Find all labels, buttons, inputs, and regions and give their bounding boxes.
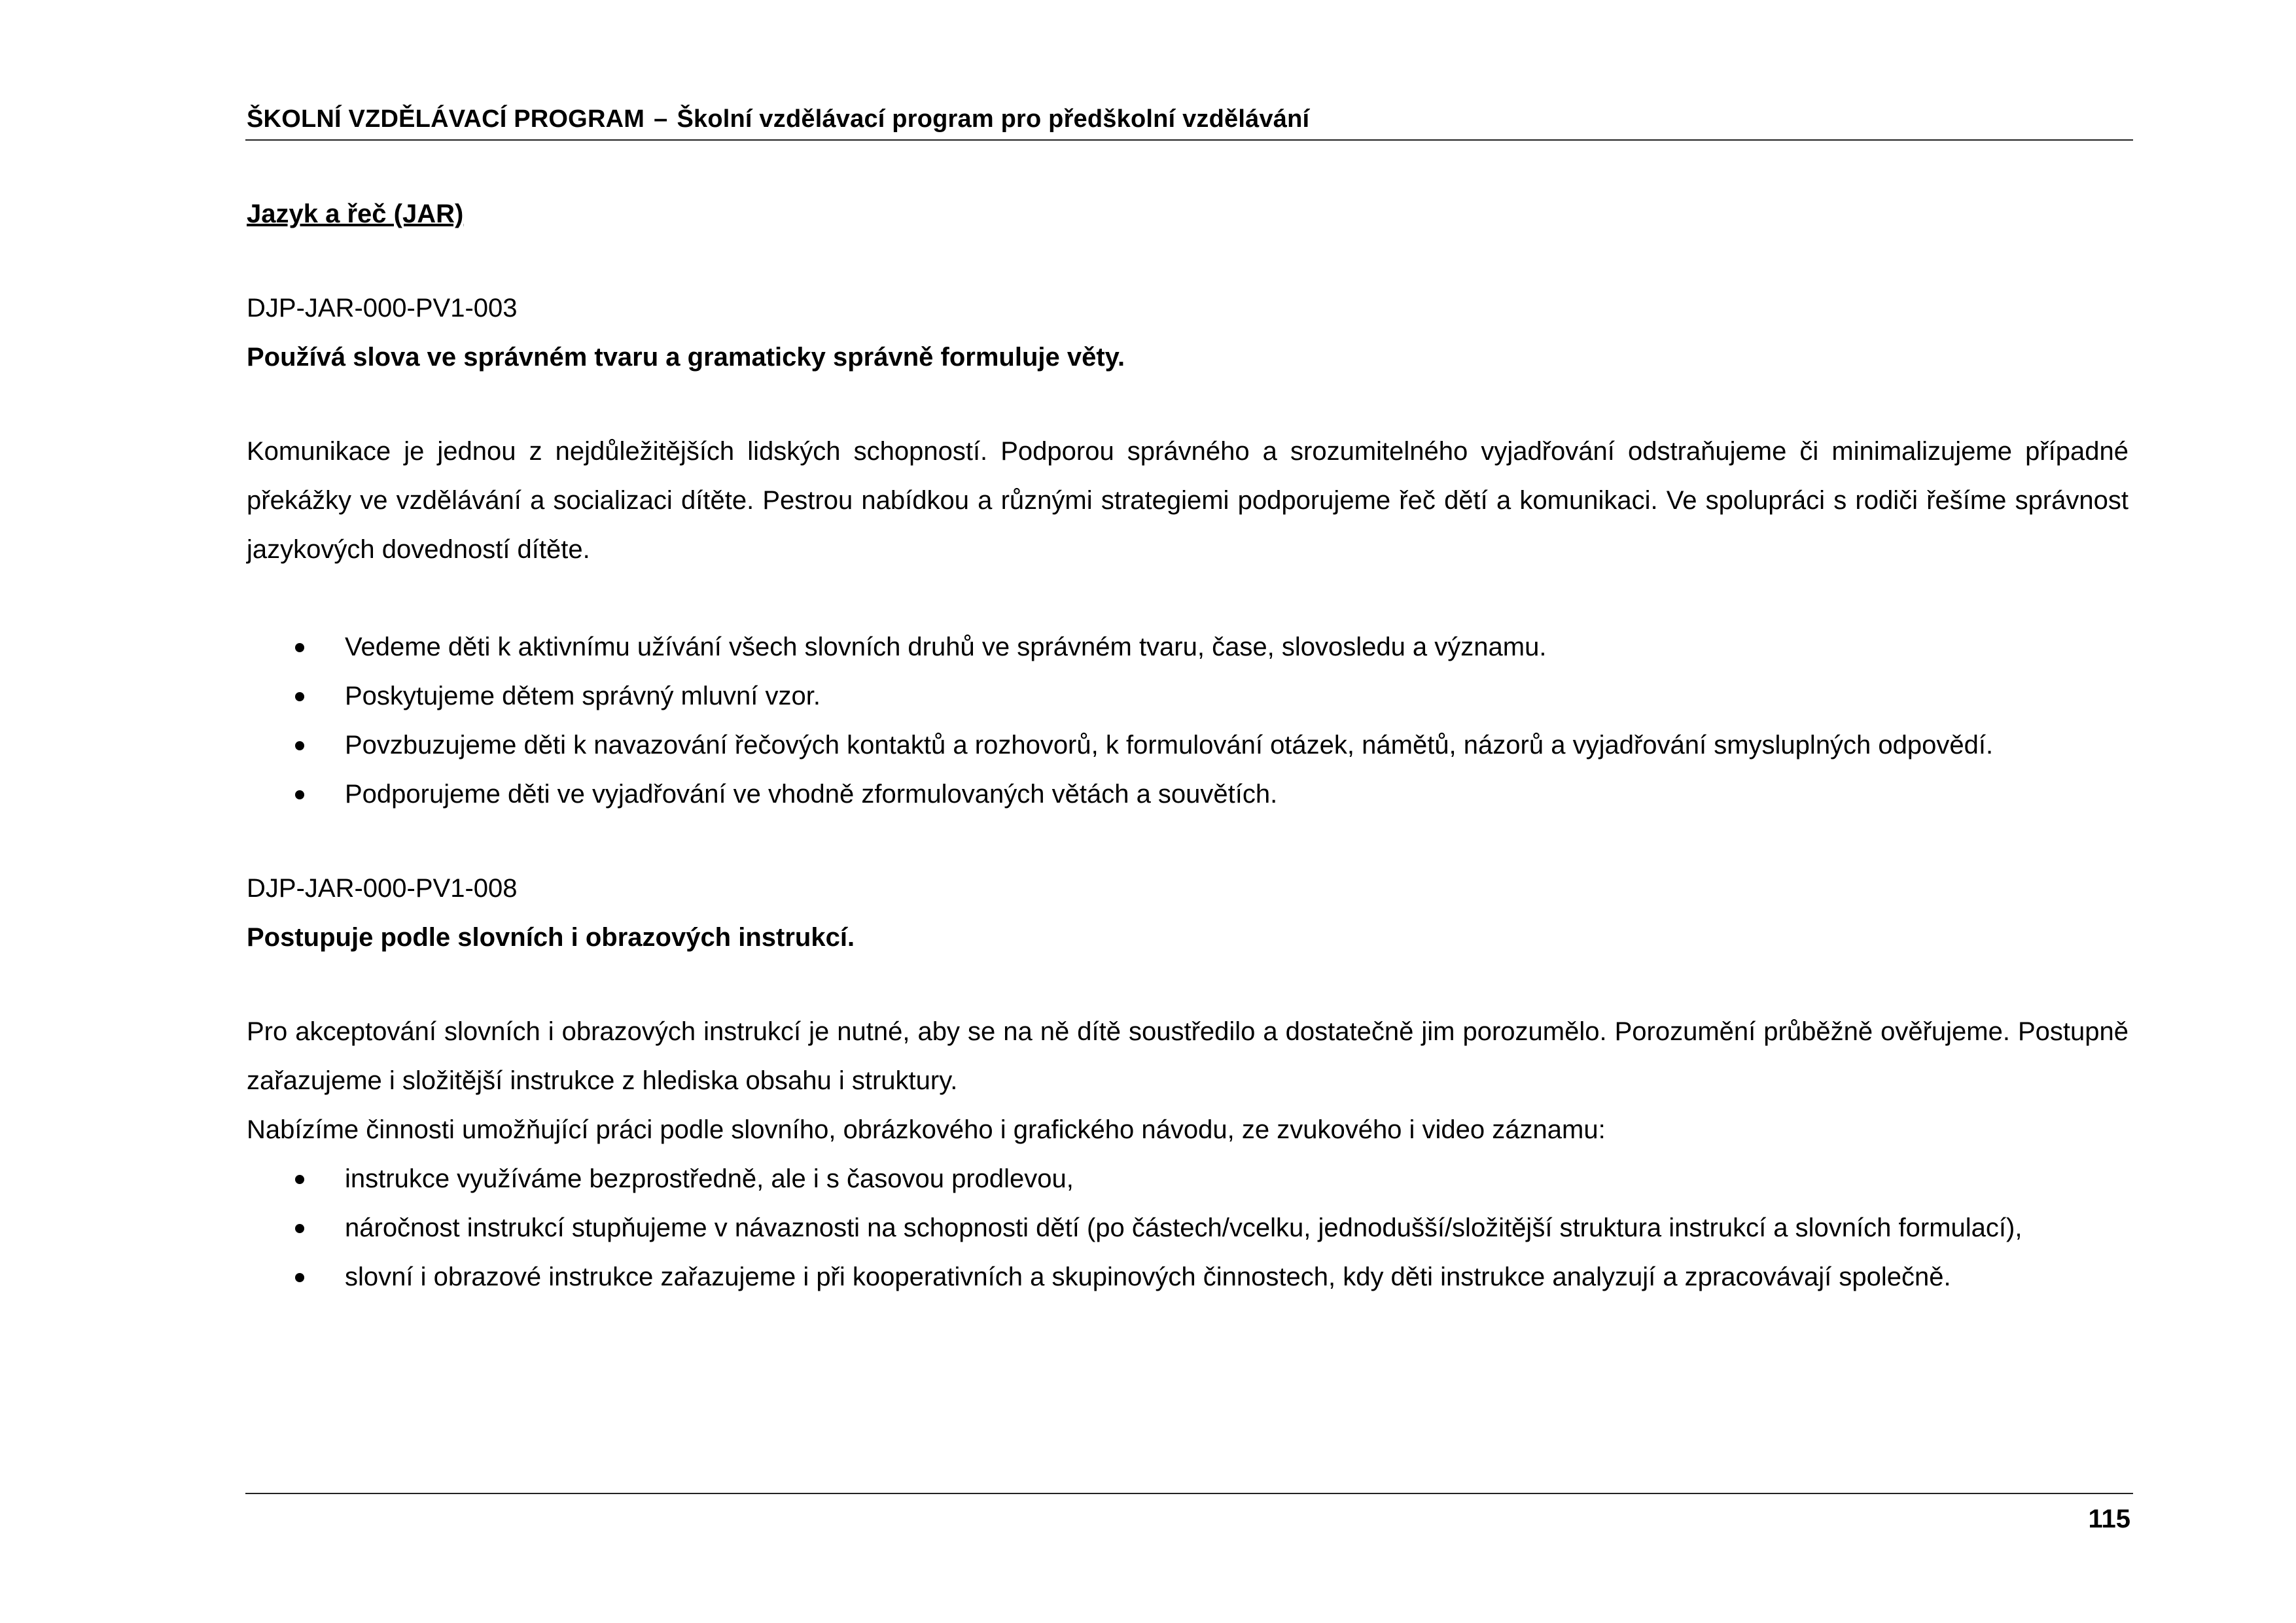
- header-program: ŠKOLNÍ VZDĚLÁVACÍ PROGRAM: [247, 105, 645, 133]
- list-item: instrukce využíváme bezprostředně, ale i s časovou prodlevou,: [247, 1155, 2128, 1204]
- page-header: [247, 98, 2131, 140]
- header-rule: [245, 139, 2133, 141]
- list-item: Povzbuzujeme děti k navazování řečových kontaktů a rozhovorů, k formulování otázek, námětů, názorů a vyjadřování smysluplných odpovědí.: [247, 721, 2128, 770]
- list-item: Podporujeme děti ve vyjadřování ve vhodně zformulovaných větách a souvětích.: [247, 770, 2128, 819]
- goal-code: DJP-JAR-000-PV1-003: [247, 294, 518, 323]
- goal-statement: Používá slova ve správném tvaru a gramaticky správně formuluje věty.: [247, 343, 1125, 372]
- header-subtitle: Školní vzdělávací program pro předškolní vzdělávání: [677, 105, 1310, 133]
- list-item: náročnost instrukcí stupňujeme v návaznosti na schopnosti dětí (po částech/vcelku, jednodušší/složitější struktura instrukcí a slovních formulací),: [247, 1204, 2128, 1253]
- list-item: Poskytujeme dětem správný mluvní vzor.: [247, 672, 2128, 721]
- goal-statement: Postupuje podle slovních i obrazových instrukcí.: [247, 923, 855, 952]
- bullet-list: [247, 1155, 2128, 1302]
- page-content: [247, 190, 2128, 1302]
- goal-description-continued: Nabízíme činnosti umožňující práci podle slovního, obrázkového i grafického návodu, ze zvukového i video záznamu:: [247, 1115, 1606, 1144]
- header-separator: –: [654, 105, 668, 133]
- bullet-list: [247, 623, 2128, 819]
- section-title: Jazyk a řeč (JAR): [247, 200, 464, 228]
- goal-description: Pro akceptování slovních i obrazových instrukcí je nutné, aby se na ně dítě soustředilo a dostatečně jim porozumělo. Porozumění průběžně ověřujeme. Postupně zařazujeme i složitější instrukce z hlediska obsahu i struktury.: [247, 1017, 2128, 1095]
- page-number: 115: [2088, 1505, 2130, 1533]
- footer-rule: [245, 1493, 2133, 1494]
- goal-code: DJP-JAR-000-PV1-008: [247, 874, 518, 903]
- goal-description: Komunikace je jednou z nejdůležitějších lidských schopností. Podporou správného a srozumitelného vyjadřování odstraňujeme či minimalizujeme případné překážky ve vzdělávání a socializaci dítěte. Pestrou nabídkou a různými strategiemi podporujeme řeč dětí a komunikaci. Ve spolupráci s rodiči řešíme správnost jazykových dovedností dítěte.: [247, 437, 2128, 564]
- list-item: Vedeme děti k aktivnímu užívání všech slovních druhů ve správném tvaru, čase, slovosledu a významu.: [247, 623, 2128, 672]
- list-item: slovní i obrazové instrukce zařazujeme i při kooperativních a skupinových činnostech, kdy děti instrukce analyzují a zpracovávají společně.: [247, 1253, 2128, 1302]
